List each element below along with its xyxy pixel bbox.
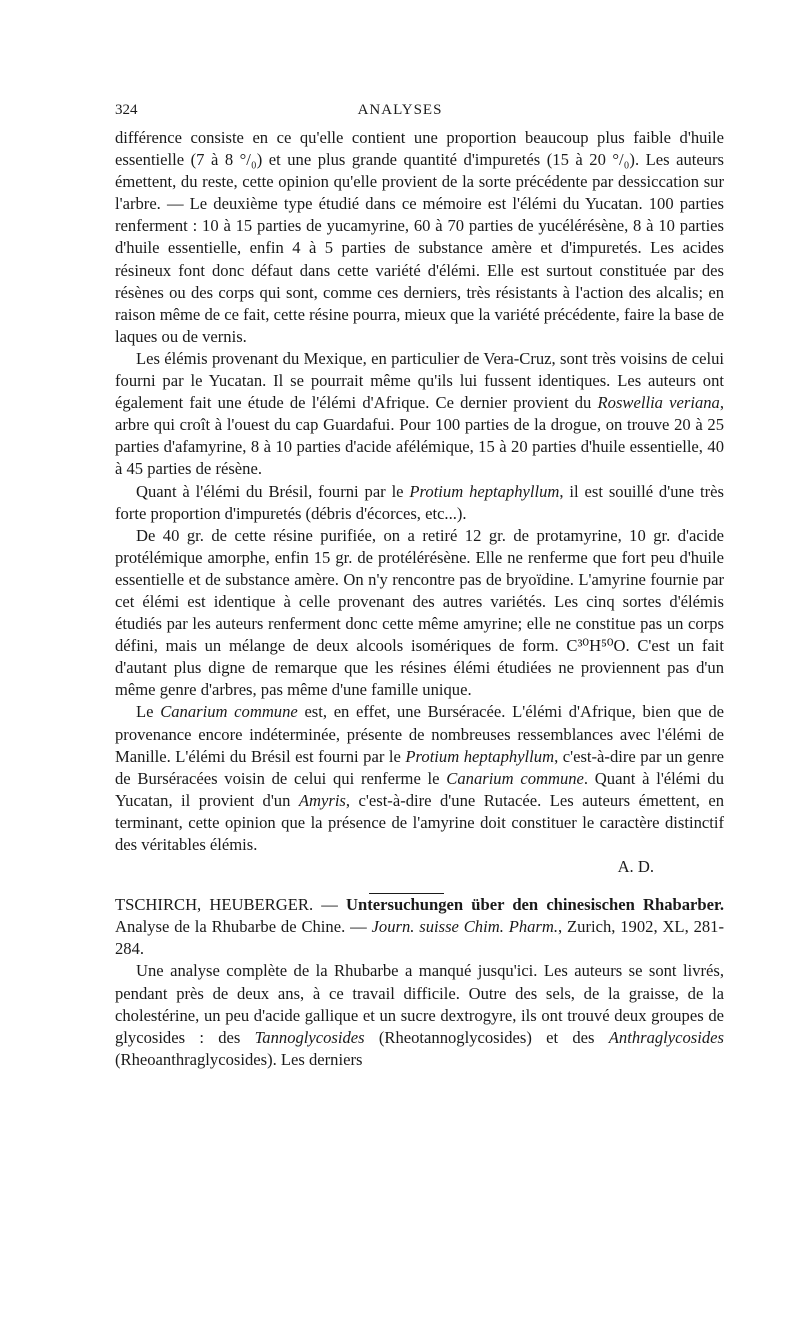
entry-heading: [115, 894, 724, 960]
paragraph: De 40 gr. de cette résine purifiée, on a retiré 12 gr. de protamyrine, 10 gr. d'acide protélémique amorphe, enfin 15 gr. de protélérésène. Elle ne renferme que fort peu d'huile essentielle et de substance amère. On n'y rencontre pas de bryoïdine. L'amyrine fournie par cet élémi est identique à celle provenant des autres variétés. Les cinq sortes d'élémis étudiés par les auteurs renferment donc cette même amyrine; elle ne constitue pas un corps défini, mais un mélange de deux alcools isomériques de form. C³⁰H⁵⁰O. C'est un fait d'autant plus digne de remarque que les résines élémi étudiées ne proviennent pas d'un même genre d'arbres, pas même d'une famille unique.: [115, 525, 724, 700]
page-body: [115, 127, 724, 1071]
species-name: Amyris: [298, 790, 346, 810]
text-run: , c'est-à-dire par un genre de Burséracées voisin de celui qui renferme le: [115, 746, 724, 788]
text-run: Une analyse complète de la Rhubarbe a manqué jusqu'ici. Les auteurs se sont livrés, pendant près de deux ans, à ce travail difficile. Outre des sels, de la graisse, de la cholestérine, un peu d'acide gallique et un sucre dextrogyre, ils ont trouvé deux groupes de glycosides : des: [115, 961, 724, 1047]
species-name: Protium heptaphyllum: [409, 481, 560, 501]
paragraph: différence consiste en ce qu'elle contient une proportion beaucoup plus faible d'huile essentielle (7 à 8 °/₀) et une plus grande quantité d'impuretés (15 à 20 °/₀). Les auteurs émettent, du reste, cette opinion qu'elle provient de la sorte précédente par dessiccation sur l'arbre. — Le deuxième type étudié dans ce mémoire est l'élémi du Yucatan. 100 parties renferment : 10 à 15 parties de yucamyrine, 60 à 70 parties de yucélérésène, 8 à 10 parties d'huile essentielle, enfin 4 à 5 parties de substance amère et d'impuretés. Les acides résineux font donc défaut dans cette variété d'élémi. Elle est surtout constituée par des résènes ou des corps qui sont, comme ces derniers, très résistants à l'action des alcalis; en raison même de ce fait, cette résine pourra, mieux que la variété précédente, faire la base de laques ou de vernis.: [115, 128, 724, 346]
compound-class: Anthraglycosides: [608, 1027, 724, 1047]
paragraph: [115, 960, 724, 1070]
entry-authors: TSCHIRCH, HEUBERGER. —: [115, 895, 347, 915]
page-number: 324: [115, 102, 138, 118]
species-name: Canarium commune: [160, 702, 298, 722]
text-run: (Rheoanthraglycosides). Les derniers: [115, 1049, 363, 1069]
entry-title: Untersuchungen über den chinesischen Rhabarber.: [346, 895, 724, 915]
text-run: (Rheotannoglycosides) et des: [364, 1027, 609, 1047]
text-run: , arbre qui croît à l'ouest du cap Guardafui. Pour 100 parties de la drogue, on trouve 20 à 25 parties d'afamyrine, 8 à 10 parties d'acide afélémique, 15 à 20 parties d'huile essentielle, 40 à 45 parties de résène.: [115, 393, 724, 479]
paragraph: [115, 481, 724, 525]
species-name: Roswellia veriana: [597, 393, 720, 413]
running-head: [0, 102, 800, 122]
paragraph: [115, 348, 724, 481]
compound-class: Tannoglycosides: [254, 1027, 365, 1047]
text-run: , c'est-à-dire d'une Rutacée. Les auteurs émettent, en terminant, cette opinion que la présence de l'amyrine doit constituer le caractère distinctif des véritables élémis.: [115, 790, 724, 854]
text-run: Quant à l'élémi du Brésil, fourni par le: [136, 481, 410, 501]
author-signature: A. D.: [617, 857, 654, 877]
entry-subtitle: Analyse de la Rhubarbe de Chine. —: [115, 917, 372, 937]
text-run: Les élémis provenant du Mexique, en particulier de Vera-Cruz, sont très voisins de celui fourni par le Yucatan. Il se pourrait même qu'ils lui fussent identiques. Les auteurs ont également fait une étude de l'élémi d'Afrique. Ce dernier provient du: [115, 348, 724, 413]
text-run: Le: [136, 702, 161, 722]
text-run: est, en effet, une Burséracée. L'élémi d'Afrique, bien que de provenance encore indéterminée, présente de nombreuses ressemblances avec l'élémi de Manille. L'élémi du Brésil est fourni par le: [115, 702, 725, 766]
species-name: Protium heptaphyllum: [405, 746, 555, 766]
running-title: ANALYSES: [357, 102, 443, 118]
journal-name: Journ. suisse Chim. Pharm.: [371, 917, 559, 937]
paragraph: [115, 701, 724, 856]
text-run: . Quant à l'élémi du Yucatan, il provient d'un: [115, 768, 724, 810]
citation: , Zurich, 1902, XL, 281-284.: [115, 917, 724, 959]
species-name: Canarium commune: [446, 768, 584, 788]
text-run: , il est souillé d'une très forte proportion d'impuretés (débris d'écorces, etc...).: [115, 481, 725, 523]
